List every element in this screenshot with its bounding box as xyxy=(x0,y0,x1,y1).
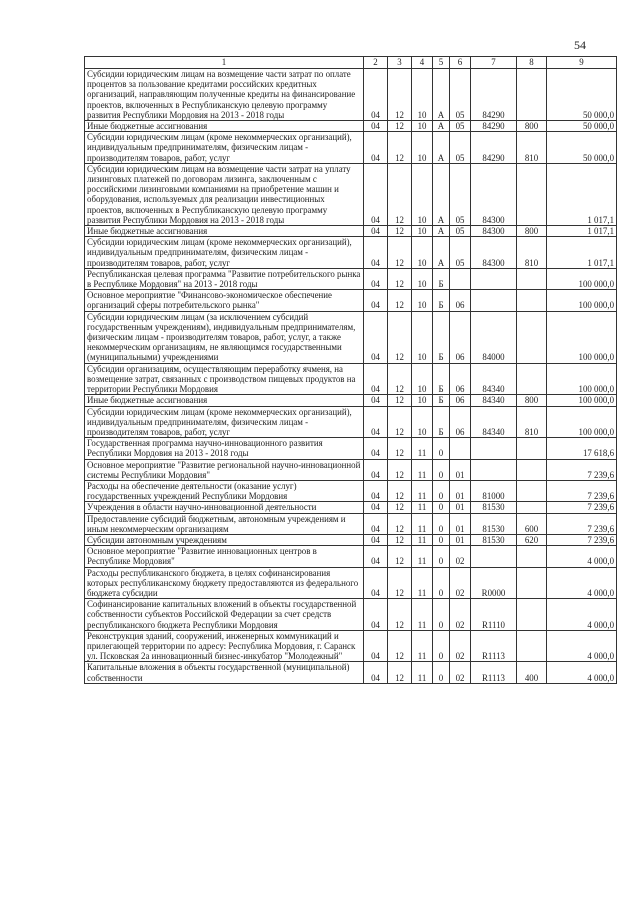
col-3: 12 xyxy=(388,567,412,599)
row-name: Субсидии юридическим лицам (кроме некоммерческих организаций), индивидуальным предпринимателям, физическим лицам - производителям товаров, работ, услуг xyxy=(85,406,364,438)
row-name: Субсидии юридическим лицам (за исключением субсидий государственным учреждениям), индивидуальным предпринимателям, физическим лицам - производителям товаров, работ, услуг, а также некоммерческим организациям, не являющимся государственными (муниципальными) учреждениями xyxy=(85,311,364,363)
col-2: 04 xyxy=(364,567,388,599)
col-3: 12 xyxy=(388,290,412,311)
col-5: А xyxy=(433,69,450,121)
col-3: 12 xyxy=(388,662,412,683)
amount: 100 000,0 xyxy=(547,363,617,395)
col-7 xyxy=(471,438,517,459)
col-7: 81530 xyxy=(471,534,517,545)
col-8: 810 xyxy=(517,237,547,269)
col-5: 0 xyxy=(433,599,450,631)
amount: 17 618,6 xyxy=(547,438,617,459)
col-6: 01 xyxy=(450,502,471,513)
amount: 4 000,0 xyxy=(547,599,617,631)
col-7 xyxy=(471,268,517,289)
table-row xyxy=(85,363,617,395)
col-5: А xyxy=(433,226,450,237)
col-7: 84340 xyxy=(471,363,517,395)
amount: 50 000,0 xyxy=(547,121,617,132)
row-name: Субсидии организациям, осуществляющим переработку ячменя, на возмещение затрат, связанных с производством пищевых продуктов на территории Республики Мордовия xyxy=(85,363,364,395)
amount: 50 000,0 xyxy=(547,69,617,121)
col-5: 0 xyxy=(433,546,450,567)
table-row xyxy=(85,406,617,438)
col-3: 12 xyxy=(388,502,412,513)
col-6: 02 xyxy=(450,599,471,631)
col-4: 10 xyxy=(412,226,433,237)
col-5: 0 xyxy=(433,513,450,534)
amount: 100 000,0 xyxy=(547,406,617,438)
col-4: 11 xyxy=(412,630,433,662)
col-4: 10 xyxy=(412,121,433,132)
row-name: Расходы на обеспечение деятельности (оказание услуг) государственных учреждений Республики Мордовия xyxy=(85,480,364,501)
col-4: 10 xyxy=(412,406,433,438)
row-name: Реконструкция зданий, сооружений, инженерных коммуникаций и прилегающей территории по адресу: Республика Мордовия, г. Саранск ул. Псковская 2а инновационный бизнес-инкубатор "Молодежный" xyxy=(85,630,364,662)
col-8 xyxy=(517,459,547,480)
col-4: 11 xyxy=(412,567,433,599)
col-3: 12 xyxy=(388,69,412,121)
row-name: Учреждения в области научно-инновационной деятельности xyxy=(85,502,364,513)
col-4: 10 xyxy=(412,69,433,121)
col-2: 04 xyxy=(364,630,388,662)
col-5: 0 xyxy=(433,459,450,480)
col-8: 400 xyxy=(517,662,547,683)
col-4: 11 xyxy=(412,502,433,513)
col-8 xyxy=(517,363,547,395)
amount: 100 000,0 xyxy=(547,290,617,311)
col-5: Б xyxy=(433,395,450,406)
table-row xyxy=(85,513,617,534)
table-row xyxy=(85,163,617,225)
amount: 1 017,1 xyxy=(547,163,617,225)
col-8: 800 xyxy=(517,226,547,237)
col-7: 84340 xyxy=(471,395,517,406)
col-6: 05 xyxy=(450,121,471,132)
row-name: Иные бюджетные ассигнования xyxy=(85,395,364,406)
col-4: 11 xyxy=(412,599,433,631)
col-5: А xyxy=(433,132,450,164)
col-2: 04 xyxy=(364,534,388,545)
col-7: 84290 xyxy=(471,69,517,121)
amount: 100 000,0 xyxy=(547,268,617,289)
col-7 xyxy=(471,290,517,311)
col-8: 810 xyxy=(517,406,547,438)
table-row xyxy=(85,480,617,501)
col-4: 10 xyxy=(412,311,433,363)
column-header: 3 xyxy=(388,57,412,69)
col-5: Б xyxy=(433,290,450,311)
row-name: Основное мероприятие "Финансово-экономическое обеспечение организаций сферы потребительского рынка" xyxy=(85,290,364,311)
amount: 7 239,6 xyxy=(547,513,617,534)
col-8 xyxy=(517,546,547,567)
col-5: 0 xyxy=(433,630,450,662)
col-8 xyxy=(517,268,547,289)
col-2: 04 xyxy=(364,438,388,459)
table-row xyxy=(85,567,617,599)
col-5: А xyxy=(433,237,450,269)
col-7: 84300 xyxy=(471,237,517,269)
column-header: 6 xyxy=(450,57,471,69)
col-8 xyxy=(517,480,547,501)
budget-table xyxy=(84,56,617,684)
col-2: 04 xyxy=(364,599,388,631)
row-name: Субсидии юридическим лицам (кроме некоммерческих организаций), индивидуальным предпринимателям, физическим лицам - производителям товаров, работ, услуг xyxy=(85,132,364,164)
table-row xyxy=(85,69,617,121)
col-2: 04 xyxy=(364,513,388,534)
col-4: 10 xyxy=(412,132,433,164)
col-7: R1113 xyxy=(471,662,517,683)
col-4: 11 xyxy=(412,662,433,683)
row-name: Субсидии юридическим лицам на возмещение части затрат по оплате процентов за пользование кредитами российских кредитных организаций, направляющим полученные кредиты на финансирование проектов, включенных в Республиканскую целевую программу развития Республики Мордовия на 2013 - 2018 годы xyxy=(85,69,364,121)
col-7: R0000 xyxy=(471,567,517,599)
amount: 50 000,0 xyxy=(547,132,617,164)
col-6: 01 xyxy=(450,480,471,501)
col-6: 05 xyxy=(450,163,471,225)
col-8: 800 xyxy=(517,395,547,406)
col-8 xyxy=(517,438,547,459)
col-7: 81530 xyxy=(471,513,517,534)
col-4: 10 xyxy=(412,268,433,289)
col-3: 12 xyxy=(388,406,412,438)
amount: 1 017,1 xyxy=(547,226,617,237)
col-4: 11 xyxy=(412,546,433,567)
table-row xyxy=(85,290,617,311)
col-2: 04 xyxy=(364,268,388,289)
amount: 7 239,6 xyxy=(547,534,617,545)
column-header: 2 xyxy=(364,57,388,69)
col-7: 84300 xyxy=(471,226,517,237)
row-name: Субсидии юридическим лицам (кроме некоммерческих организаций), индивидуальным предпринимателям, физическим лицам - производителям товаров, работ, услуг xyxy=(85,237,364,269)
col-2: 04 xyxy=(364,480,388,501)
column-header: 8 xyxy=(517,57,547,69)
col-6: 01 xyxy=(450,459,471,480)
table-row xyxy=(85,237,617,269)
col-6: 01 xyxy=(450,534,471,545)
amount: 4 000,0 xyxy=(547,662,617,683)
col-8 xyxy=(517,599,547,631)
amount: 7 239,6 xyxy=(547,502,617,513)
col-7: 81530 xyxy=(471,502,517,513)
col-3: 12 xyxy=(388,513,412,534)
col-4: 11 xyxy=(412,513,433,534)
col-4: 10 xyxy=(412,363,433,395)
col-6: 05 xyxy=(450,132,471,164)
amount: 100 000,0 xyxy=(547,395,617,406)
col-4: 10 xyxy=(412,290,433,311)
col-2: 04 xyxy=(364,237,388,269)
col-6: 05 xyxy=(450,69,471,121)
table-row xyxy=(85,534,617,545)
row-name: Государственная программа научно-инновационного развития Республики Мордовия на 2013 - 2018 годы xyxy=(85,438,364,459)
col-6: 02 xyxy=(450,567,471,599)
col-6 xyxy=(450,268,471,289)
table-row xyxy=(85,268,617,289)
col-3: 12 xyxy=(388,395,412,406)
row-name: Предоставление субсидий бюджетным, автономным учреждениям и иным некоммерческим организациям xyxy=(85,513,364,534)
col-6: 02 xyxy=(450,546,471,567)
table-row xyxy=(85,546,617,567)
col-3: 12 xyxy=(388,237,412,269)
column-header: 9 xyxy=(547,57,617,69)
col-5: Б xyxy=(433,406,450,438)
col-5: Б xyxy=(433,268,450,289)
col-7: 81000 xyxy=(471,480,517,501)
row-name: Субсидии автономным учреждениям xyxy=(85,534,364,545)
col-5: 0 xyxy=(433,662,450,683)
col-7 xyxy=(471,546,517,567)
row-name: Капитальные вложения в объекты государственной (муниципальной) собственности xyxy=(85,662,364,683)
col-2: 04 xyxy=(364,163,388,225)
row-name: Софинансирование капитальных вложений в объекты государственной собственности субъектов Российской Федерации за счет средств республиканского бюджета Республики Мордовия xyxy=(85,599,364,631)
table-row xyxy=(85,132,617,164)
col-7: 84290 xyxy=(471,132,517,164)
table-header-row xyxy=(85,57,617,69)
col-3: 12 xyxy=(388,121,412,132)
table-row xyxy=(85,662,617,683)
col-6: 06 xyxy=(450,311,471,363)
col-5: 0 xyxy=(433,567,450,599)
col-7: R1110 xyxy=(471,599,517,631)
col-3: 12 xyxy=(388,363,412,395)
col-7: 84000 xyxy=(471,311,517,363)
col-8: 600 xyxy=(517,513,547,534)
row-name: Иные бюджетные ассигнования xyxy=(85,121,364,132)
col-4: 10 xyxy=(412,237,433,269)
col-3: 12 xyxy=(388,132,412,164)
col-8: 800 xyxy=(517,121,547,132)
col-6: 06 xyxy=(450,406,471,438)
col-7 xyxy=(471,459,517,480)
col-4: 11 xyxy=(412,480,433,501)
col-4: 10 xyxy=(412,395,433,406)
row-name: Основное мероприятие "Развитие региональной научно-инновационной системы Республики Мордовия" xyxy=(85,459,364,480)
table-row xyxy=(85,502,617,513)
amount: 4 000,0 xyxy=(547,546,617,567)
col-8 xyxy=(517,290,547,311)
table-row xyxy=(85,438,617,459)
col-6 xyxy=(450,438,471,459)
col-2: 04 xyxy=(364,69,388,121)
col-2: 04 xyxy=(364,459,388,480)
row-name: Основное мероприятие "Развитие инновационных центров в Республике Мордовия" xyxy=(85,546,364,567)
table-row xyxy=(85,459,617,480)
col-2: 04 xyxy=(364,662,388,683)
col-6: 06 xyxy=(450,395,471,406)
col-6: 06 xyxy=(450,363,471,395)
col-6: 02 xyxy=(450,630,471,662)
amount: 4 000,0 xyxy=(547,630,617,662)
col-2: 04 xyxy=(364,311,388,363)
col-3: 12 xyxy=(388,599,412,631)
col-2: 04 xyxy=(364,226,388,237)
col-8 xyxy=(517,311,547,363)
col-3: 12 xyxy=(388,163,412,225)
col-8 xyxy=(517,163,547,225)
amount: 1 017,1 xyxy=(547,237,617,269)
col-6: 02 xyxy=(450,662,471,683)
col-8: 810 xyxy=(517,132,547,164)
col-3: 12 xyxy=(388,480,412,501)
col-3: 12 xyxy=(388,311,412,363)
col-3: 12 xyxy=(388,534,412,545)
col-3: 12 xyxy=(388,268,412,289)
row-name: Субсидии юридическим лицам на возмещение части затрат на уплату лизинговых платежей по договорам лизинга, заключенным с российскими лизинговыми компаниями на приобретение машин и оборудования, используемых для реализации инвестиционных проектов, включенных в Республиканскую целевую программу развития Республики Мордовия на 2013 - 2018 годы xyxy=(85,163,364,225)
col-3: 12 xyxy=(388,226,412,237)
col-5: 0 xyxy=(433,480,450,501)
col-2: 04 xyxy=(364,406,388,438)
col-5: 0 xyxy=(433,534,450,545)
table-row xyxy=(85,311,617,363)
col-8 xyxy=(517,69,547,121)
page-number: 54 xyxy=(574,38,586,52)
column-header: 5 xyxy=(433,57,450,69)
col-2: 04 xyxy=(364,290,388,311)
amount: 4 000,0 xyxy=(547,567,617,599)
col-2: 04 xyxy=(364,502,388,513)
col-5: Б xyxy=(433,311,450,363)
col-3: 12 xyxy=(388,459,412,480)
col-6: 01 xyxy=(450,513,471,534)
table-row xyxy=(85,395,617,406)
col-7: 84300 xyxy=(471,163,517,225)
col-2: 04 xyxy=(364,132,388,164)
col-5: А xyxy=(433,163,450,225)
col-3: 12 xyxy=(388,546,412,567)
col-6: 06 xyxy=(450,290,471,311)
col-5: А xyxy=(433,121,450,132)
col-4: 11 xyxy=(412,459,433,480)
table-row xyxy=(85,121,617,132)
col-5: 0 xyxy=(433,502,450,513)
col-7: 84340 xyxy=(471,406,517,438)
row-name: Расходы республиканского бюджета, в целях софинансирования которых республиканскому бюджету предоставляются из федерального бюджета субсидии xyxy=(85,567,364,599)
col-8 xyxy=(517,502,547,513)
amount: 7 239,6 xyxy=(547,480,617,501)
col-2: 04 xyxy=(364,363,388,395)
col-8 xyxy=(517,567,547,599)
col-8 xyxy=(517,630,547,662)
table-row xyxy=(85,630,617,662)
col-8: 620 xyxy=(517,534,547,545)
col-2: 04 xyxy=(364,546,388,567)
col-6: 05 xyxy=(450,226,471,237)
column-header: 1 xyxy=(85,57,364,69)
column-header: 4 xyxy=(412,57,433,69)
col-5: Б xyxy=(433,363,450,395)
table-row xyxy=(85,226,617,237)
col-7: R1113 xyxy=(471,630,517,662)
col-4: 10 xyxy=(412,163,433,225)
col-2: 04 xyxy=(364,395,388,406)
col-5: 0 xyxy=(433,438,450,459)
row-name: Иные бюджетные ассигнования xyxy=(85,226,364,237)
row-name: Республиканская целевая программа "Развитие потребительского рынка в Республике Мордовия" на 2013 - 2018 годы xyxy=(85,268,364,289)
column-header: 7 xyxy=(471,57,517,69)
col-7: 84290 xyxy=(471,121,517,132)
col-3: 12 xyxy=(388,630,412,662)
col-6: 05 xyxy=(450,237,471,269)
col-4: 11 xyxy=(412,438,433,459)
col-4: 11 xyxy=(412,534,433,545)
col-3: 12 xyxy=(388,438,412,459)
amount: 100 000,0 xyxy=(547,311,617,363)
col-2: 04 xyxy=(364,121,388,132)
amount: 7 239,6 xyxy=(547,459,617,480)
table-row xyxy=(85,599,617,631)
